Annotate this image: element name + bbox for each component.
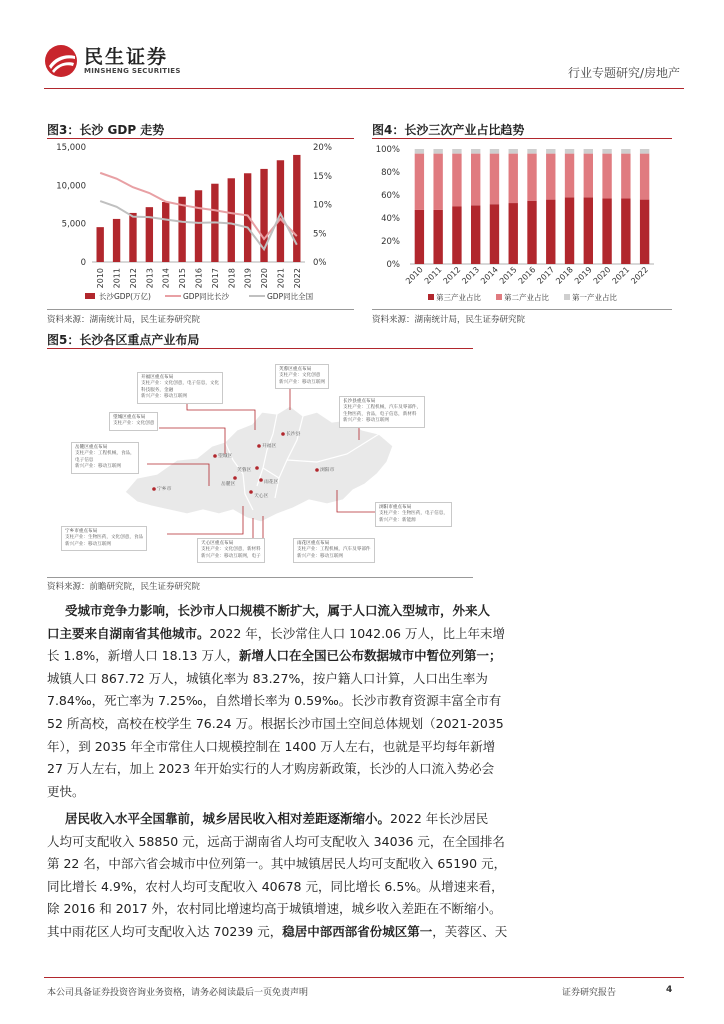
legend-swatch	[85, 293, 95, 299]
x-tick-label: 2015	[178, 268, 188, 289]
x-tick-label: 2012	[441, 265, 463, 286]
district-box-yuelu	[71, 442, 139, 474]
district-box-yuhua	[293, 538, 375, 563]
y-right-tick-label: 15%	[313, 171, 332, 182]
map-label-yuhua: 雨花区	[264, 480, 279, 485]
map-label-ningxiang: 宁乡市	[157, 487, 172, 492]
y-right-tick-label: 5%	[313, 229, 327, 240]
text-line	[47, 921, 673, 944]
share-bar-segment	[546, 149, 555, 154]
map-label-tianxin: 天心区	[254, 494, 269, 499]
district-box-line: 新兴产业：新能源	[379, 517, 416, 523]
y-right-tick-label: 10%	[313, 200, 332, 211]
map-label-changsha-county: 长沙县	[286, 432, 301, 437]
y-tick-label: 20%	[381, 237, 400, 247]
text-run: 长 1.8%，新增人口 18.13 万人，	[47, 648, 239, 664]
gdp-bar	[195, 190, 202, 262]
x-tick-label: 2014	[479, 265, 500, 286]
text-line	[47, 645, 673, 668]
district-box-line: 支柱产业：工程机械，汽车及零部件，	[343, 405, 422, 411]
district-box-line: 科技服务，金融	[141, 387, 174, 393]
share-bar-segment	[471, 205, 480, 264]
share-bar-segment	[415, 210, 424, 264]
text-line	[47, 781, 673, 804]
x-tick-label: 2012	[128, 268, 138, 289]
text-line	[47, 853, 673, 876]
text-line	[47, 736, 673, 759]
district-box-line: 支柱产业：文化创意	[279, 373, 321, 379]
share-bar-segment	[452, 154, 461, 207]
y-right-tick-label: 0%	[313, 258, 327, 268]
paragraph-income	[47, 808, 673, 944]
district-box-line: 新兴产业：移动互联网	[65, 541, 111, 547]
figure5-source: 资料来源：前瞻研究院，民生证券研究院	[47, 582, 201, 592]
figure4-source: 资料来源：湖南统计局，民生证券研究院	[372, 315, 526, 325]
text-run: 城镇人口 867.72 万人，城镇化率为 83.27%，按户籍人口计算，人口出生率为	[47, 670, 488, 686]
share-bar-segment	[527, 201, 536, 264]
legend-label: 第三产业占比	[436, 293, 481, 302]
text-line	[47, 876, 673, 899]
gdp-chart	[47, 139, 354, 307]
figure4-title: 图4：长沙三次产业占比趋势	[372, 123, 525, 137]
share-bar-segment	[433, 210, 442, 264]
text-run: 同比增长 4.9%，农村人均可支配收入 40678 元，同比增长 6.5%。从增速来看，	[47, 878, 504, 894]
gdp-bar	[113, 219, 120, 262]
bold-text-run: 稳居中部西部省份城区第一	[282, 923, 433, 939]
page-number: 4	[666, 985, 673, 995]
share-bar-segment	[602, 198, 611, 264]
paragraph-population	[47, 600, 673, 803]
district-box-line: 电子信息	[75, 457, 94, 463]
x-tick-label: 2014	[161, 268, 171, 289]
bold-text-run: 受城市竞争力影响，长沙市人口规模不断扩大，属于人口流入型城市，外来人	[65, 603, 491, 618]
text-line	[47, 600, 673, 623]
logo-chinese-name: 民生证券	[84, 46, 169, 68]
district-box-line: 支柱产业：工程机械，食品，	[75, 451, 135, 457]
district-box-line: 支柱产业：生物医药，文化创意，食品	[65, 535, 144, 541]
legend-label: 长沙GDP(万亿)	[99, 292, 151, 301]
share-bar-segment	[490, 204, 499, 264]
district-box-line: 支柱产业：文化创意，新材料	[201, 547, 261, 553]
text-run: 其中雨花区人均可支配收入达 70239 元，	[47, 923, 283, 939]
district-box-title: 开福区重点布局	[141, 375, 174, 380]
district-box-line: 新兴产业：移动互联网，电子	[201, 553, 261, 559]
district-industry-map	[47, 350, 473, 574]
text-run: 人均可支配收入 58850 元，远高于湖南省人均可支配收入 34036 元，在全国排名	[47, 833, 505, 849]
share-bar-segment	[527, 149, 536, 154]
y-tick-label: 0%	[386, 260, 400, 270]
x-tick-label: 2011	[422, 265, 444, 286]
figure4-source-rule	[372, 309, 672, 310]
x-tick-label: 2013	[145, 268, 155, 289]
district-box-furong	[275, 364, 329, 389]
district-box-line: 生物医药，食品，电子信息，新材料	[343, 411, 417, 417]
district-box-ningxiang	[61, 526, 147, 551]
text-run: ，芙蓉区、天	[432, 923, 508, 939]
share-bar-segment	[490, 149, 499, 154]
x-tick-label: 2019	[572, 265, 594, 286]
text-line	[47, 623, 673, 646]
text-line	[47, 831, 673, 854]
map-label-yuelu: 岳麓区	[221, 482, 236, 487]
share-bar-segment	[546, 200, 555, 264]
district-box-line: 新兴产业：移动互联网	[297, 553, 343, 559]
x-tick-label: 2010	[404, 265, 425, 286]
footer-doc-type: 证券研究报告	[562, 988, 617, 998]
text-run: 年），到 2035 年全市常住人口规模控制在 1400 万人左右，也就是平均每年新增	[47, 738, 496, 754]
text-run: 7.84‰，死亡率为 7.25‰，自然增长率为 0.59‰。长沙市教育资源丰富全市有	[47, 693, 502, 709]
text-run: 2022 年长沙居民	[390, 811, 489, 826]
district-box-line: 支柱产业：生物医药，电子信息，	[379, 511, 448, 517]
district-box-line: 新兴产业：移动互联网	[279, 379, 325, 385]
text-line	[47, 713, 673, 736]
share-bar-segment	[509, 154, 518, 203]
logo-english-name: MINSHENG SECURITIES	[84, 67, 181, 75]
bold-text-run: 居民收入水平全国靠前，城乡居民收入相对差距逐渐缩小。	[65, 811, 391, 826]
share-bar-segment	[490, 154, 499, 205]
share-bar-segment	[584, 197, 593, 264]
figure5-title: 图5：长沙各区重点产业布局	[47, 333, 200, 347]
figure5-source-rule	[47, 577, 473, 578]
y-left-tick-label: 0	[80, 258, 86, 268]
share-bar-segment	[602, 154, 611, 199]
x-tick-label: 2016	[194, 268, 204, 289]
map-label-liuyang: 浏阳市	[320, 468, 335, 473]
legend-swatch	[428, 294, 434, 300]
share-bar-segment	[602, 149, 611, 154]
share-bar-segment	[509, 203, 518, 264]
x-tick-label: 2016	[516, 265, 538, 286]
legend-label: GDP同比长沙	[183, 292, 230, 301]
y-tick-label: 40%	[381, 214, 400, 224]
district-box-title: 雨花区重点布局	[297, 541, 330, 546]
y-left-tick-label: 5,000	[61, 219, 86, 230]
district-box-title: 岳麓区重点布局	[75, 445, 108, 450]
text-run: 52 所高校，高校在校学生 76.24 万。根据长沙市国土空间总体规划（2021-2035	[47, 715, 504, 731]
legend-label: 第二产业占比	[504, 293, 549, 302]
legend-swatch	[496, 294, 502, 300]
legend-label: GDP同比全国	[267, 292, 314, 301]
y-right-tick-label: 20%	[313, 143, 332, 153]
text-run: 2022 年，长沙常住人口 1042.06 万人，比上年末增	[209, 625, 505, 641]
figure3-title: 图3：长沙 GDP 走势	[47, 123, 165, 137]
share-bar-segment	[509, 149, 518, 154]
district-box-tianxin	[197, 538, 265, 563]
gdp-bar	[97, 227, 104, 262]
district-box-title: 望城区重点布局	[113, 415, 146, 420]
share-bar-segment	[565, 154, 574, 198]
share-bar-segment	[546, 154, 555, 200]
gdp-bar	[293, 155, 300, 262]
figure3-source: 资料来源：湖南统计局，民生证券研究院	[47, 315, 201, 325]
share-bar-segment	[621, 149, 630, 154]
district-box-line: 支柱产业：文化创意，电子信息，文化	[141, 381, 220, 387]
text-run: 第 22 名，中部六省会城市中位列第一。其中城镇居民人均可支配收入 65190 元，	[47, 856, 507, 872]
district-box-line: 支柱产业：文化创意	[113, 421, 155, 427]
share-bar-segment	[621, 198, 630, 264]
share-bar-segment	[415, 149, 424, 154]
x-tick-label: 2020	[591, 265, 613, 286]
district-box-line: 新兴产业：移动互联网	[343, 418, 389, 424]
district-box-title: 宁乡市重点布局	[65, 529, 98, 534]
district-box-liuyang	[375, 502, 452, 527]
y-tick-label: 80%	[381, 168, 400, 178]
text-line	[47, 668, 673, 691]
share-bar-segment	[621, 154, 630, 199]
bold-text-run: 新增人口在全国已公布数据城市中暂位列第一；	[238, 648, 502, 664]
share-bar-segment	[452, 149, 461, 154]
share-bar-segment	[471, 154, 480, 206]
map-label-furong: 芙蓉区	[237, 468, 252, 473]
footer-divider	[44, 977, 684, 978]
district-box-title: 天心区重点布局	[201, 541, 234, 546]
y-left-tick-label: 10,000	[56, 181, 86, 192]
gdp-bar	[277, 160, 284, 262]
gdp-bar	[162, 202, 169, 262]
text-line	[47, 690, 673, 713]
footer-disclaimer: 本公司具备证券投资咨询业务资格，请务必阅读最后一页免责声明	[47, 988, 309, 998]
x-tick-label: 2021	[276, 268, 286, 289]
legend-swatch	[564, 294, 570, 300]
gdp-bar	[228, 178, 235, 262]
share-bar-segment	[584, 154, 593, 198]
share-bar-segment	[415, 154, 424, 210]
report-section-label: 行业专题研究/房地产	[567, 66, 680, 80]
legend-label: 第一产业占比	[572, 293, 617, 302]
minsheng-logo-icon	[44, 44, 78, 78]
map-label-kaifu: 开福区	[262, 444, 277, 449]
text-run: 除 2016 和 2017 外，农村同比增速均高于城镇增速，城乡收入差距在不断缩小。	[47, 901, 502, 917]
x-tick-label: 2011	[112, 268, 122, 289]
figure5-title-rule	[47, 348, 473, 349]
x-tick-label: 2015	[497, 265, 519, 286]
x-tick-label: 2018	[554, 265, 575, 286]
header-divider	[44, 88, 684, 89]
share-bar-segment	[640, 200, 649, 264]
district-box-wangcheng	[109, 412, 158, 431]
text-line	[47, 898, 673, 921]
x-tick-label: 2017	[535, 265, 557, 286]
x-tick-label: 2020	[260, 268, 270, 289]
share-bar-segment	[565, 197, 574, 264]
bold-text-run: 口主要来自湖南省其他城市。	[47, 625, 210, 641]
share-bar-segment	[527, 154, 536, 201]
y-tick-label: 60%	[381, 191, 400, 201]
share-bar-segment	[584, 149, 593, 154]
x-tick-label: 2019	[243, 268, 253, 289]
gdp-bar	[129, 213, 136, 262]
share-bar-segment	[452, 207, 461, 265]
industry-share-chart	[372, 139, 672, 307]
x-tick-label: 2018	[227, 268, 237, 289]
district-box-kaifu	[137, 372, 223, 404]
text-line	[47, 758, 673, 781]
district-box-line: 支柱产业：工程机械，汽车及零部件	[297, 547, 371, 553]
y-left-tick-label: 15,000	[56, 143, 86, 153]
x-tick-label: 2017	[210, 268, 220, 289]
figure3-source-rule	[47, 309, 354, 310]
text-run: 27 万人左右，加上 2023 年开始实行的人才购房新政策，长沙的人口流入势必会	[47, 761, 495, 777]
share-bar-segment	[471, 149, 480, 154]
gdp-bar	[178, 197, 185, 262]
district-box-changsha-county	[339, 396, 425, 428]
x-tick-label: 2022	[629, 265, 651, 286]
x-tick-label: 2022	[292, 268, 302, 289]
gdp-bar	[146, 207, 153, 262]
district-box-title: 浏阳市重点布局	[379, 505, 412, 510]
share-bar-segment	[565, 149, 574, 154]
x-tick-label: 2010	[96, 268, 106, 289]
x-tick-label: 2013	[460, 265, 482, 286]
district-box-title: 长沙县重点布局	[343, 399, 376, 404]
text-line	[47, 808, 673, 831]
share-bar-segment	[433, 154, 442, 210]
map-label-wangcheng: 望城区	[218, 454, 233, 459]
district-box-line: 新兴产业：移动互联网	[141, 394, 187, 400]
page-header	[44, 38, 684, 86]
x-tick-label: 2021	[610, 265, 632, 286]
y-tick-label: 100%	[375, 145, 400, 155]
text-run: 更快。	[47, 783, 85, 799]
district-box-line: 新兴产业：移动互联网	[75, 464, 121, 470]
share-bar-segment	[640, 154, 649, 200]
share-bar-segment	[640, 149, 649, 154]
district-box-title: 芙蓉区重点布局	[279, 367, 312, 372]
share-bar-segment	[433, 149, 442, 154]
